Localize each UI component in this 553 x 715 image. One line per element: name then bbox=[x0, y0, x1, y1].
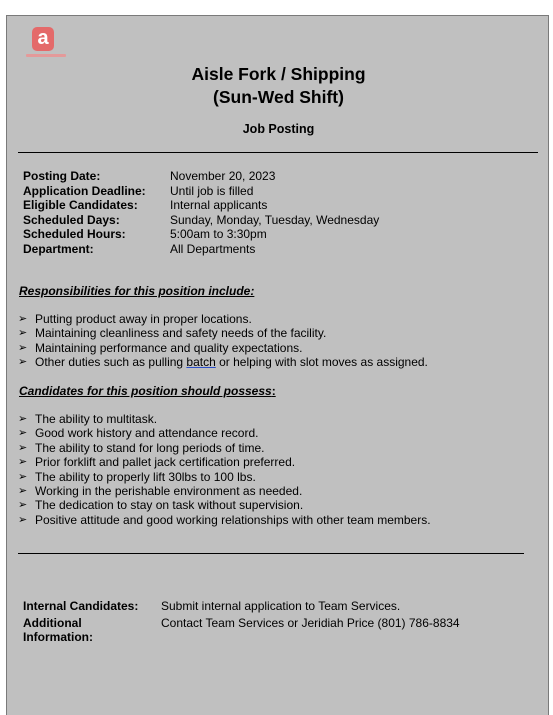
info-label: Additional Information: bbox=[23, 616, 93, 644]
info-label: Internal Candidates: bbox=[23, 599, 139, 613]
responsibilities-heading: Responsibilities for this position include: bbox=[19, 284, 255, 298]
text-before: Other duties such as pulling bbox=[35, 355, 187, 370]
text-after: or helping with slot moves as assigned. bbox=[215, 355, 428, 370]
detail-label: Scheduled Hours: bbox=[23, 227, 126, 241]
detail-label: Department: bbox=[23, 241, 94, 256]
detail-value: Until job is filled bbox=[170, 183, 254, 198]
spellcheck-flagged-word: batch bbox=[186, 355, 216, 370]
arrow-bullet-icon: ➢ bbox=[18, 470, 28, 483]
detail-value: All Departments bbox=[170, 241, 256, 256]
detail-label: Scheduled Days: bbox=[23, 212, 120, 227]
list-item bbox=[18, 341, 428, 355]
detail-row bbox=[23, 227, 379, 242]
job-title-line1: Aisle Fork / Shipping bbox=[191, 64, 366, 84]
list-item bbox=[18, 513, 431, 527]
info-row bbox=[23, 599, 460, 613]
detail-label: Posting Date: bbox=[23, 169, 101, 183]
bottom-divider bbox=[18, 553, 524, 554]
list-item bbox=[18, 441, 431, 455]
logo-glyph: a bbox=[37, 27, 49, 49]
company-logo bbox=[26, 27, 66, 61]
arrow-bullet-icon: ➢ bbox=[18, 341, 28, 354]
arrow-bullet-icon: ➢ bbox=[18, 313, 28, 325]
list-item bbox=[18, 498, 431, 512]
list-item-text: Prior forklift and pallet jack certification preferred. bbox=[35, 455, 296, 470]
candidates-heading-text: Candidates for this position should possess bbox=[19, 384, 272, 398]
job-title-line2: (Sun-Wed Shift) bbox=[213, 87, 344, 107]
candidates-heading bbox=[19, 384, 276, 398]
letter-a-logo-icon bbox=[32, 27, 54, 51]
detail-value: Internal applicants bbox=[170, 198, 268, 212]
detail-row bbox=[23, 198, 379, 213]
list-item-text: Good work history and attendance record. bbox=[35, 426, 259, 441]
list-item-text: Maintaining cleanliness and safety needs of the facility. bbox=[35, 326, 327, 341]
list-item-text: Putting product away in proper locations. bbox=[35, 312, 252, 326]
list-item-text: The ability to properly lift 30lbs to 100 lbs. bbox=[35, 469, 256, 484]
list-item-text bbox=[35, 355, 428, 369]
detail-row bbox=[23, 169, 379, 184]
arrow-bullet-icon: ➢ bbox=[18, 456, 28, 469]
detail-label: Application Deadline: bbox=[23, 183, 146, 198]
list-item-text: The ability to multitask. bbox=[35, 412, 158, 426]
list-item-text: The dedication to stay on task without supervision. bbox=[35, 498, 304, 513]
internal-info bbox=[23, 599, 460, 644]
detail-value: November 20, 2023 bbox=[170, 169, 276, 183]
candidates-list bbox=[18, 412, 431, 527]
list-item bbox=[18, 455, 431, 469]
list-item bbox=[18, 312, 428, 326]
detail-row bbox=[23, 184, 379, 199]
logo-tagline-mark bbox=[26, 54, 66, 57]
arrow-bullet-icon: ➢ bbox=[18, 427, 28, 440]
document-subtitle: Job Posting bbox=[242, 122, 315, 136]
info-value: Contact Team Services or Jeridiah Price (801) 786-8834 bbox=[161, 616, 460, 630]
list-item bbox=[18, 484, 431, 498]
detail-row bbox=[23, 242, 379, 257]
arrow-bullet-icon: ➢ bbox=[18, 441, 28, 454]
arrow-bullet-icon: ➢ bbox=[18, 513, 28, 526]
detail-value: 5:00am to 3:30pm bbox=[170, 227, 267, 241]
list-item bbox=[18, 426, 431, 440]
list-item bbox=[18, 355, 428, 369]
list-item-text: Working in the perishable environment as needed. bbox=[35, 483, 303, 498]
arrow-bullet-icon: ➢ bbox=[18, 499, 28, 512]
list-item-text: The ability to stand for long periods of time. bbox=[35, 440, 265, 455]
document-page bbox=[6, 15, 549, 715]
arrow-bullet-icon: ➢ bbox=[18, 484, 28, 497]
info-row bbox=[23, 616, 460, 644]
detail-row bbox=[23, 213, 379, 228]
responsibilities-list bbox=[18, 312, 428, 370]
list-item-text: Positive attitude and good working relationships with other team members. bbox=[35, 512, 431, 527]
arrow-bullet-icon: ➢ bbox=[18, 413, 28, 425]
arrow-bullet-icon: ➢ bbox=[18, 327, 28, 340]
list-item-text: Maintaining performance and quality expectations. bbox=[35, 340, 303, 355]
detail-label: Eligible Candidates: bbox=[23, 198, 138, 212]
heading-colon: : bbox=[271, 384, 276, 398]
arrow-bullet-icon: ➢ bbox=[18, 356, 28, 369]
detail-value: Sunday, Monday, Tuesday, Wednesday bbox=[170, 212, 380, 227]
posting-details bbox=[23, 169, 379, 256]
list-item bbox=[18, 326, 428, 340]
info-value: Submit internal application to Team Services. bbox=[161, 599, 401, 613]
top-divider bbox=[18, 152, 538, 153]
list-item bbox=[18, 470, 431, 484]
list-item bbox=[18, 412, 431, 426]
